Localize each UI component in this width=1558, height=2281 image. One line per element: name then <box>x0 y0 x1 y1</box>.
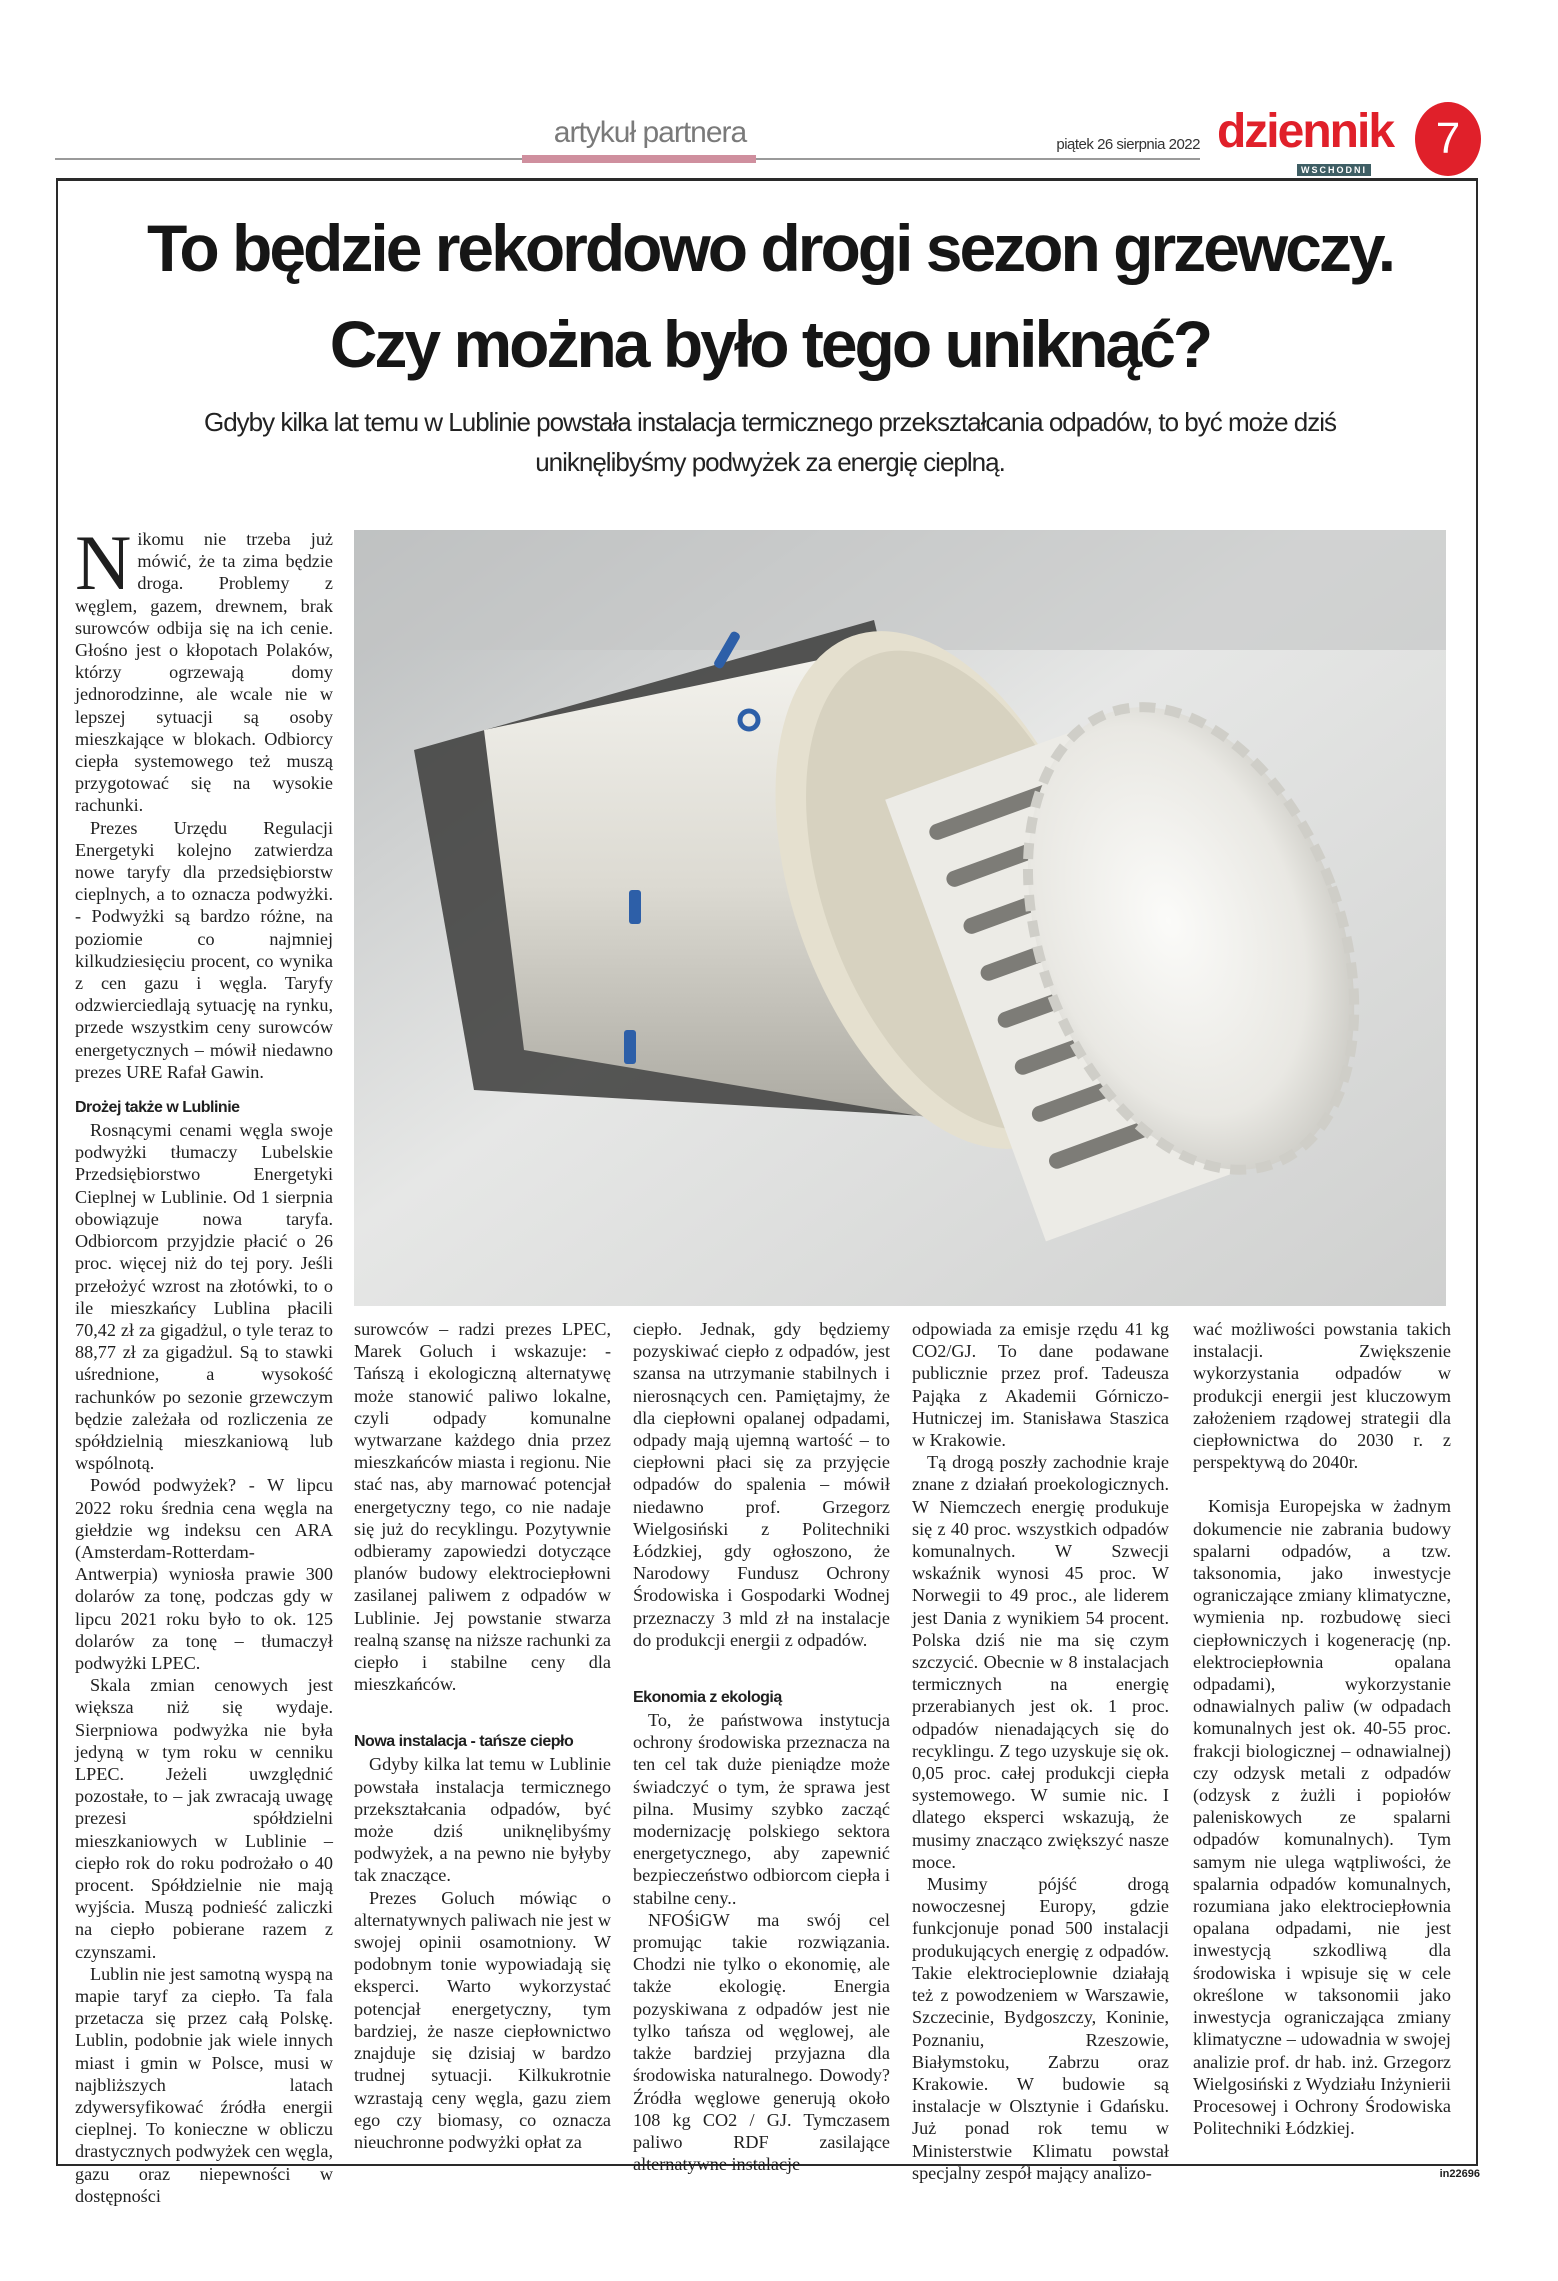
article-titles <box>60 200 1480 482</box>
paragraph: Gdyby kilka lat temu w Lublinie powstała instalacja termicznego przekształcania odpadów, być może dziś uniknęlibyśmy podwyżek, a na pewno nie byłyby tak znaczące. <box>354 1754 611 1886</box>
article-column-5 <box>1193 1318 1451 2139</box>
paragraph: To, że państwowa instytucja ochrony środowiska przeznacza na ten cel tak duże pieniądze może świadczyć o tym, że sprawa jest pilna. Musimy szybko zacząć modernizację polskiego sektora energetycznego, aby zapewnić bezpieczeństwo odbiorcom ciepła i stabilne ceny.. <box>633 1710 890 1908</box>
article-column-4 <box>912 1318 1169 2184</box>
drop-cap: N <box>75 519 132 606</box>
logo-word: dziennik <box>1216 105 1394 158</box>
paragraph: Tą drogą poszły zachodnie kraje znane z działań proekologicznych. W Niemczech energię produkuje się z 40 proc. wszystkich odpadów komunalnych. W Szwecji wskaźnik wynosi 45 proc. W Norwegii to 49 proc., ale liderem jest Dania z wynikiem 54 procent. Polska dziś nie ma się czym szczycić. Obecnie w 8 instalacjach termicznych na energię przerabianych jest ok. 1 proc. odpadów nienadających się do recyklingu. Z tego uzyskuje się ok. 0,05 proc. całej produkcji ciepła systemowego. W sumie nic. I dlatego eksperci wskazują, że musimy znacząco zwiększyć nasze moce. <box>912 1452 1169 1872</box>
article-column-2 <box>354 1318 611 2153</box>
paragraph: Skala zmian cenowych jest większa niż się wydaje. Sierpniowa podwyżka nie była jedyną w tym roku w cenniku LPEC. Jeżeli uwzględnić pozostałe, to – jak zwracają uwagę prezesi spółdzielni mieszkaniowych w Lublinie – ciepło rok do roku podrożało o 40 procent. Spółdzielnie nie mają wyjścia. Muszą podnieść zaliczki na ciepło pobierane razem z czynszami. <box>75 1675 333 1962</box>
logo-subtext: WSCHODNI <box>1297 164 1371 176</box>
paragraph: surowców – radzi prezes LPEC, Marek Goluch i wskazuje: - Tańszą i ekologiczną alternatywę może stanowić paliwo lokalne, czyli odpady komunalne wytwarzane każdego dnia przez mieszkańców miasta i regionu. Nie stać nas, aby marnować potencjał energetyczny tego, co nie nadaje się już do recyklingu. Pozytywnie odbieramy zapowiedzi dotyczące planów budowy elektrociepłowni zasilanej paliwem z odpadów w Lublinie. Jej powstanie stwarza realną szansę na niższe rachunki za ciepło i stabilne ceny dla mieszkańców. <box>354 1319 612 1695</box>
paragraph: Prezes Urzędu Regulacji Energetyki kolejno zatwierdza nowe taryfy dla przedsiębiorstw cieplnych, a to oznacza podwyżki. - Podwyżki są bardzo różne, na poziomie co najmniej kilkudziesięciu procent, co wynika z cen gazu i węgla. Taryfy odzwierciedlają sytuację na rynku, przede wszystkim ceny surowców energetycznych – mówił niedawno prezes URE Rafał Gawin. <box>75 817 333 1082</box>
section-kicker: artykuł partnera <box>553 116 747 149</box>
paragraph: ikomu nie trzeba już mówić, że ta zima będzie droga. Problemy z węglem, gazem, drewnem, brak surowców odbija się na ich cenie. Głośno jest o kłopotach Polaków, którzy ogrzewają domy jednorodzinne, ale wcale nie w lepszej sytuacji są osoby mieszkające w blokach. Odbiorcy ciepła systemowego też muszą przygotować się na wysokie rachunki. <box>75 529 333 816</box>
paragraph: ciepło. Jednak, gdy będziemy pozyskiwać ciepło z odpadów, jest szansa na utrzymanie stabilnych i nierosnących cen. Pamiętajmy, że dla ciepłowni opalanej odpadami, odpady mają ujemną wartość – to ciepłowni płaci się za przyjęcie odpadów do spalenia – mówił niedawno prof. Grzegorz Wielgosiński z Politechniki Łódzkiej, gdy ogłoszono, że Narodowy Fundusz Ochrony Środowiska i Gospodarki Wodnej przeznaczy 3 mld zł na instalacje do produkcji energii z odpadów. <box>633 1319 890 1650</box>
lead-line-2: uniknęlibyśmy podwyżek za energię cieplną. <box>535 447 1005 477</box>
section-heading: Drożej także w Lublinie <box>75 1099 240 1117</box>
page-number-badge: 7 <box>1415 102 1481 176</box>
paragraph: Komisja Europejska w żadnym dokumencie nie zabrania budowy spalarni odpadów, a tzw. taksonomia, jako inwestycje ograniczające zmiany klimatyczne, wymienia np. rozbudowę sieci ciepłowniczych i kogenerację (np. elektrociepłownia opalana odpadami), wykorzystanie odnawialnych paliw (w odpadach komunalnych jest ok. 40-55 proc. frakcji biologicznej – odnawialnej) czy odzysk metali z odpadów (odzysk z żużli i popiołów paleniskowych ze spalarni odpadów komunalnych). Tym samym nie ulega wątpliwości, że spalarnia odpadów komunalnych, rozumiana jako elektrociepłownia opalana odpadami, nie jest inwestycją szkodliwą dla środowiska i wpisuje się w cele określone w taksonomii jako inwestycja ograniczająca zmiany klimatyczne – udowadnia w swojej analizie prof. dr hab. inż. Grzegorz Wielgosiński z Wydziału Inżynierii Procesowej i Ochrony Środowiska Politechniki Łódzkiej. <box>1193 1496 1451 2139</box>
headline-line-1: To będzie rekordowo drogi sezon grzewczy. <box>146 211 1394 285</box>
section-heading: Nowa instalacja - tańsze ciepło <box>354 1733 574 1751</box>
issue-date: piątek 26 sierpnia 2022 <box>1056 136 1200 153</box>
paragraph: NFOŚiGW ma swój cel promując takie rozwiązania. Chodzi nie tylko o ekonomię, ale także ekologię. Energia pozyskiwana z odpadów jest nie tylko tańsza od węglowej, ale także bardziej przyjazna dla środowiska naturalnego. Dowody? Źródła węglowe generują około 108 kg CO2 / GJ. Tymczasem paliwo RDF zasilające alternatywne instalacje <box>633 1909 890 2175</box>
paragraph: Rosnącymi cenami węgla swoje podwyżki tłumaczy Lubelskie Przedsiębiorstwo Energetyki Cieplnej w Lublinie. Od 1 sierpnia obowiązuje nowa taryfa. Odbiorcom przyjdzie płacić o 26 proc. więcej niż do tej pory. Jeśli przełożyć wzrost na złotówki, to o ile mieszkańcy Lublina płacili 70,42 zł za gigadżul, o tyle teraz to 88,77 zł za gigadżul. Są to stawki uśrednione, a wysokość rachunków po sezonie grzewczym będzie zależała od rozliczenia ze spółdzielnią mieszkaniową lub wspólnotą. <box>75 1120 333 1474</box>
paragraph: wać możliwości powstania takich instalacji. Zwiększenie wykorzystania odpadów w produkcji energii jest kluczowym założeniem rządowej strategii dla ciepłownictwa do 2030 r. z perspektywą do 2040r. <box>1193 1319 1451 1473</box>
paragraph: Powód podwyżek? - W lipcu 2022 roku średnia cena węgla na giełdzie wg indeksu cen ARA (Amsterdam-Rotterdam-Antwerpia) wyniosła prawie 300 dolarów za tonę, podczas gdy w lipcu 2021 roku było to ok. 125 dolarów za tonę – tłumaczył podwyżki LPEC. <box>75 1475 333 1673</box>
kicker-underline <box>522 155 756 163</box>
paragraph: odpowiada za emisje rzędu 41 kg CO2/GJ. To dane podawane publicznie przez prof. Tadeusza Pająka z Akademii Górniczo-Hutniczej im. Stanisława Staszica w Krakowie. <box>912 1319 1169 1451</box>
thermostat-photo <box>354 530 1446 1306</box>
article-column-3 <box>633 1318 890 2175</box>
headline-line-2: Czy można było tego uniknąć? <box>329 307 1211 381</box>
article-column-1 <box>75 519 333 2207</box>
paragraph: Prezes Goluch mówiąc o alternatywnych paliwach nie jest w swojej opinii osamotniony. W podobnym tonie wypowiadają się eksperci. Warto wykorzystać potencjał energetyczny, tym bardziej, że nasze ciepłownictwo znajduje się dzisiaj w bardzo trudnej sytuacji. Kilkukrotnie wzrastają ceny węgla, gazu ziem ego czy biomasy, co oznacza nieuchronne podwyżki opłat za <box>354 1887 611 2152</box>
section-heading: Ekonomia z ekologią <box>633 1689 782 1707</box>
paragraph: Musimy pójść drogą nowoczesnej Europy, gdzie funkcjonuje ponad 500 instalacji produkujących energię z odpadów. Takie elektrocieplownie działają też z powodzeniem w Warszawie, Szczecinie, Bydgoszczy, Koninie, Poznaniu, Rzeszowie, Białymstoku, Zabrzu oraz Krakowie. W budowie są instalacje w Olsztynie i Gdańsku. Już ponad rok temu w Ministerstwie Klimatu powstał specjalny zespół mający analizo- <box>912 1874 1169 2183</box>
ad-code: in22696 <box>1439 2168 1480 2180</box>
lead-line-1: Gdyby kilka lat temu w Lublinie powstała instalacja termicznego przekształcania odpadów, to być może dziś <box>203 407 1337 437</box>
paragraph: Lublin nie jest samotną wyspą na mapie taryf za ciepło. Ta fala przetacza się przez całą Polskę. Lublin, podobnie jak wiele innych miast i gmin w Polsce, musi w najbliższych latach zdywersyfikować źródła energii cieplnej. To konieczne w obliczu drastycznych podwyżek cen węgla, gazu oraz niepewności w dostępności <box>75 1963 333 2206</box>
